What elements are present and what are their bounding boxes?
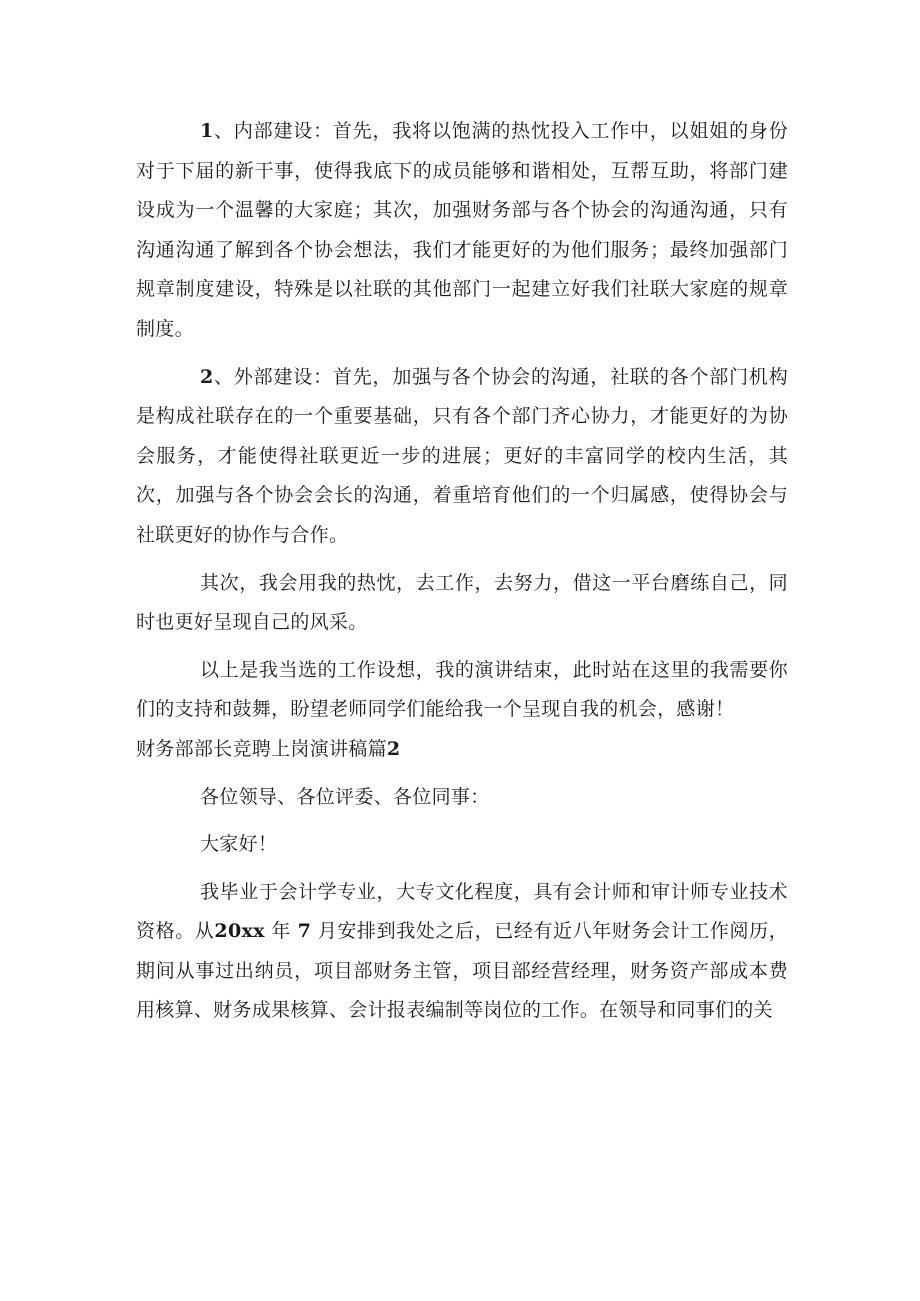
paragraph-external-construction xyxy=(136,358,788,556)
paragraph-secondly: 其次，我会用我的热忱，去工作，去努力，借这一平台磨练自己，同时也更好呈现自己的风采。 xyxy=(136,571,788,634)
intro-month: 7 xyxy=(297,920,312,943)
item-number: 2 xyxy=(200,365,214,388)
paragraph-text: 、内部建设：首先，我将以饱满的热忱投入工作中，以姐姐的身份对于下届的新干事，使得我底下的成员能够和谐相处，互帮互助，将部门建设成为一个温馨的大家庭；其次，加强财务部与各个协会的沟通沟通，只有沟通沟通了解到各个协会想法，我们才能更好的为他们服务；最终加强部门规章制度建设，特殊是以社联的其他部门一起建立好我们社联大家庭的规章制度。 xyxy=(136,120,788,340)
intro-text: 月安排到我处之后，已经有近八年财务会计工作阅历，期间从事过出纳员，项目部财务主管，项目部经营经理，财务资产部成本费用核算、财务成果核算、会计报表编制等岗位的工作。在领导和同事们的关 xyxy=(136,920,789,1022)
salutation: 各位领导、各位评委、各位同事： xyxy=(200,785,490,808)
intro-year: 20xx xyxy=(214,920,265,943)
greeting: 大家好！ xyxy=(200,833,278,856)
section-title xyxy=(136,730,788,770)
paragraph-closing: 以上是我当选的工作设想，我的演讲结束，此时站在这里的我需要你们的支持和鼓舞，盼望老师同学们能给我一个呈现自我的机会，感谢！ xyxy=(136,658,788,721)
paragraph-internal-construction xyxy=(136,112,788,350)
intro-text: 年 xyxy=(271,920,291,943)
section-title-number: 2 xyxy=(386,737,401,760)
item-number: 1 xyxy=(200,120,214,142)
intro-text: 我毕业于会计学专业，大专文化程度，具有会计师和审计师专业技术资格。从 xyxy=(136,880,788,943)
paragraph-intro xyxy=(136,873,788,1031)
section-title-text: 财务部部长竞聘上岗演讲稿篇 xyxy=(136,737,387,760)
paragraph-text: 、外部建设：首先，加强与各个协会的沟通，社联的各个部门机构是构成社联存在的一个重要基础，只有各个部门齐心协力，才能更好的为协会服务，才能使得社联更近一步的进展；更好的丰富同学的校内生活，其次，加强与各个协会会长的沟通，着重培育他们的一个归属感，使得协会与社联更好的协作与合作。 xyxy=(136,365,788,546)
document-body xyxy=(136,112,788,1031)
